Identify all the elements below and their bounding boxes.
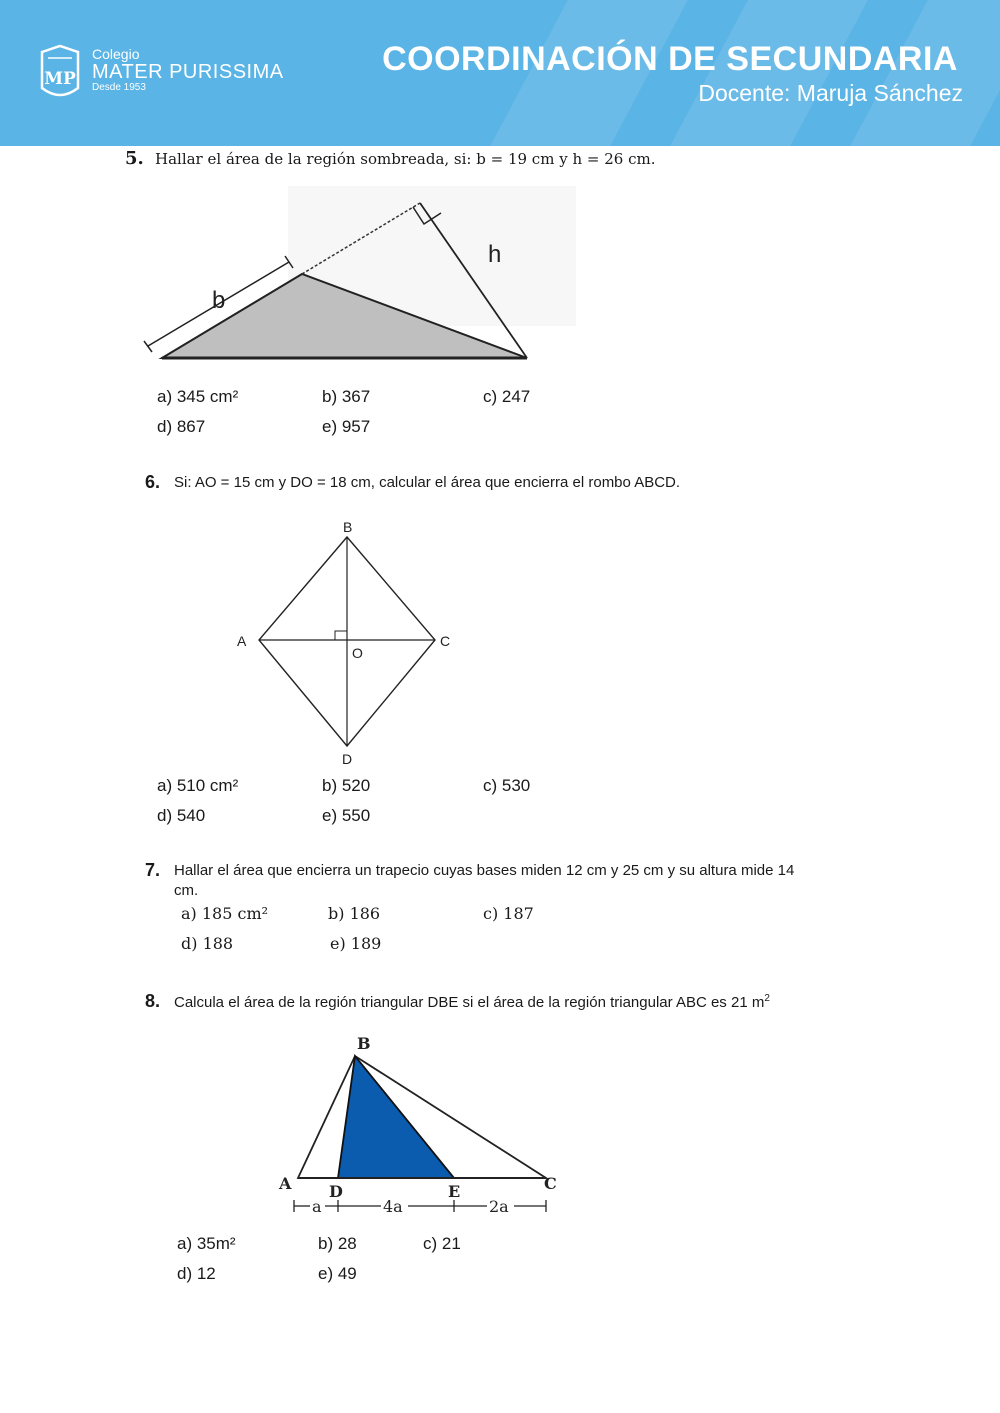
- q5-option-e: e) 957: [322, 417, 371, 436]
- q6-option-c: c) 530: [483, 776, 531, 795]
- q7-option-e: e) 189: [330, 934, 382, 953]
- q6-option-b: b) 520: [322, 776, 371, 795]
- label-b: b: [212, 287, 226, 314]
- question-7-text-line2: cm.: [174, 882, 199, 899]
- segment-label-2a: 2a: [489, 1197, 509, 1216]
- q8-option-d: d) 12: [177, 1264, 216, 1283]
- q7-option-c: c) 187: [483, 904, 534, 923]
- q7-option-a: a) 185 cm²: [181, 904, 269, 923]
- label-b: B: [343, 519, 353, 535]
- header-title: COORDINACIÓN DE SECUNDARIA: [382, 40, 958, 78]
- label-d: D: [329, 1182, 343, 1201]
- q6-option-e: e) 550: [322, 806, 371, 825]
- question-8-text-sup: 2: [764, 993, 770, 1004]
- question-5-number: 5.: [125, 148, 144, 169]
- shaded-triangle-dbe: [338, 1056, 454, 1178]
- q8-option-a: a) 35m²: [177, 1234, 236, 1253]
- question-8-text-main: Calcula el área de la región triangular DBE si el área de la región triangular ABC es 21 m: [174, 994, 765, 1011]
- label-a: A: [237, 633, 247, 649]
- header-subtitle: Docente: Maruja Sánchez: [698, 80, 963, 106]
- q6-option-a: a) 510 cm²: [157, 776, 239, 795]
- q7-option-d: d) 188: [181, 934, 234, 953]
- label-e: E: [448, 1182, 461, 1201]
- segment-label-4a: 4a: [383, 1197, 403, 1216]
- label-b: B: [357, 1034, 371, 1053]
- q8-option-c: c) 21: [423, 1234, 461, 1253]
- logo-line-1: Colegio: [92, 46, 140, 62]
- question-6-number: 6.: [145, 472, 161, 492]
- q6-option-d: d) 540: [157, 806, 206, 825]
- logo-line-2: MATER PURISSIMA: [92, 61, 284, 83]
- question-7-text-line1: Hallar el área que encierra un trapecio cuyas bases miden 12 cm y 25 cm y su altura mide 14: [174, 862, 795, 879]
- q5-option-d: d) 867: [157, 417, 206, 436]
- label-a: A: [279, 1174, 292, 1193]
- label-o: O: [352, 645, 363, 661]
- label-d: D: [342, 751, 353, 767]
- q8-option-b: b) 28: [318, 1234, 357, 1253]
- logo-monogram: MP: [44, 69, 76, 89]
- question-8-number: 8.: [145, 991, 161, 1011]
- logo-line-3: Desde 1953: [92, 82, 146, 93]
- q7-option-b: b) 186: [328, 904, 381, 923]
- q5-option-c: c) 247: [483, 387, 531, 406]
- label-h: h: [488, 241, 502, 268]
- question-7-number: 7.: [145, 860, 161, 880]
- question-6-text: Si: AO = 15 cm y DO = 18 cm, calcular el área que encierra el rombo ABCD.: [174, 474, 681, 491]
- q5-option-a: a) 345 cm²: [157, 387, 239, 406]
- segment-label-a: a: [312, 1197, 322, 1216]
- question-5-text: Hallar el área de la región sombreada, si: b = 19 cm y h = 26 cm.: [155, 150, 656, 168]
- label-c: C: [544, 1174, 557, 1193]
- q5-option-b: b) 367: [322, 387, 371, 406]
- q8-option-e: e) 49: [318, 1264, 357, 1283]
- label-c: C: [440, 633, 451, 649]
